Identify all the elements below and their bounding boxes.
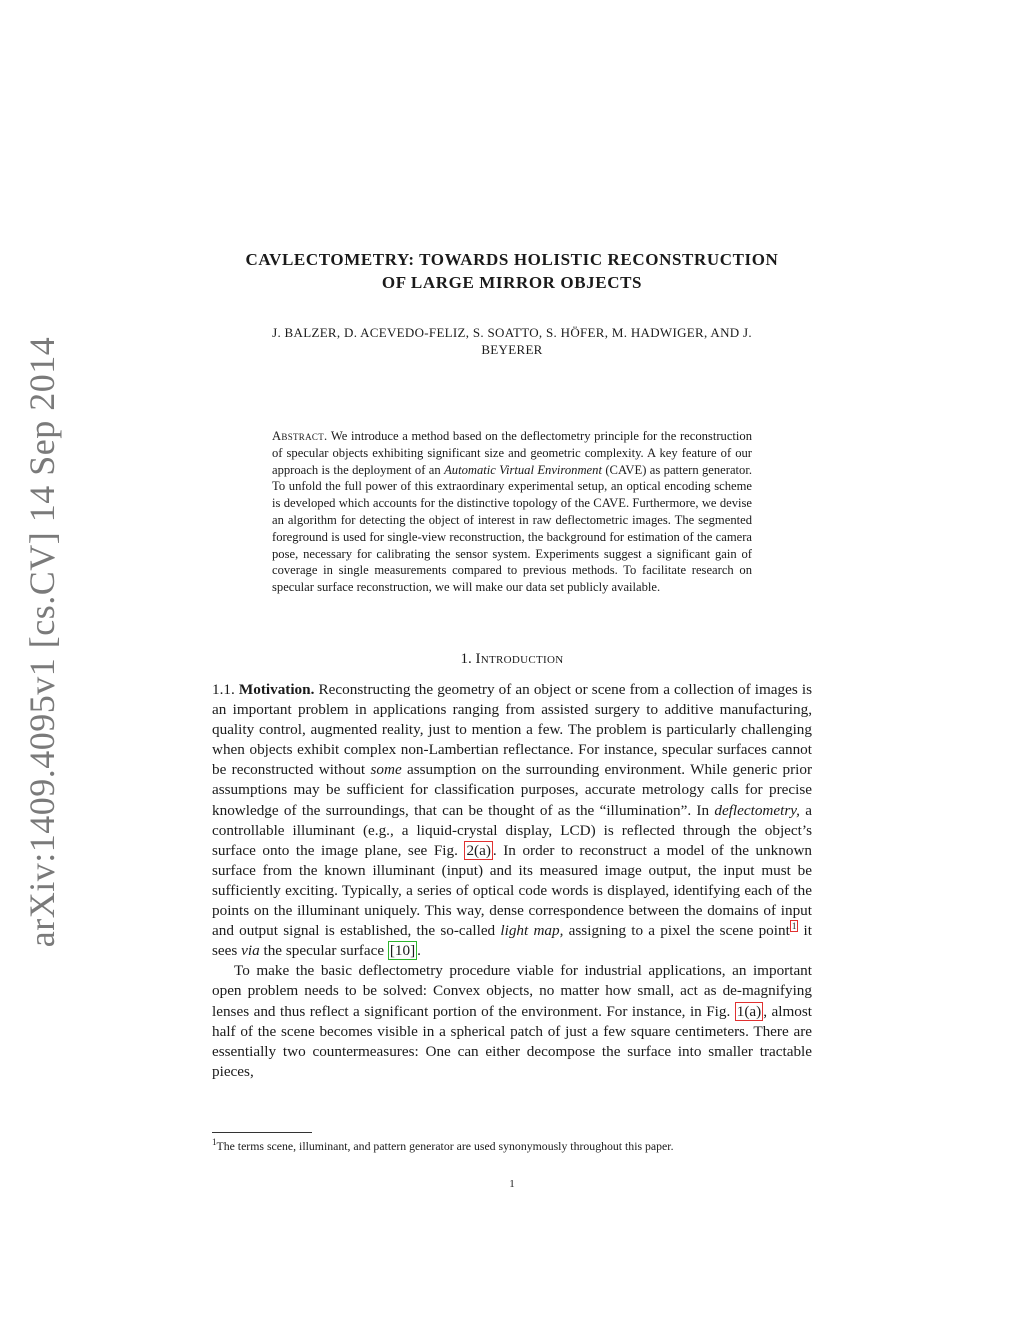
abstract	[272, 428, 752, 596]
footnote-ref-1[interactable]: 1	[791, 921, 797, 932]
text-run: assigning to a pixel the scene point	[568, 922, 790, 940]
footnote-mark: 1	[212, 1137, 217, 1148]
page-number: 1	[509, 1178, 515, 1190]
subsection-number: 1.1.	[212, 681, 235, 698]
emphasis: via	[241, 942, 260, 960]
emphasis: some	[370, 761, 402, 779]
emphasis: light map,	[500, 922, 564, 940]
text-run: Reconstructing the geometry of an object or scene from a collection of images is an important problem in applications ranging from assisted surgery to additive manufacturing, quality control, augmented reality, just to mention a few. The problem is particularly challenging when objects exhibit complex non-Lambertian reflectance. For instance, specular surfaces cannot be reconstructed without	[212, 681, 813, 779]
emphasis: deflectometry,	[714, 801, 800, 819]
abstract-text-2: (CAVE) as pattern generator. To unfold the full power of this extraordinary experimental setup, an optical encoding scheme is developed which accounts for the distinctive topology of the CAVE. Furthermore, we devise an algorithm for detecting the object of interest in raw deflectometric images. The segmented foreground is used for single-view reconstruction, the background for estimation of the camera pose, necessary for calibrating the sensor system. Experiments suggest a significant gain of coverage in single measurements compared to previous methods. To facilitate research on specular surface reconstruction, we will make our data set publicly available.	[272, 462, 752, 595]
title-line-2: OF LARGE MIRROR OBJECTS	[381, 273, 643, 292]
citation-ref-10[interactable]: [10]	[389, 942, 416, 960]
section-title: Introduction	[475, 651, 564, 667]
abstract-text-1: We introduce a method based on the deflectometry principle for the reconstruction of specular objects exhibiting significant size and geometric complexity. A key feature of our approach is the deployment of an	[272, 429, 752, 477]
section-number: 1.	[460, 651, 472, 667]
text-run: . In order to reconstruct a model of the unknown surface from the known illuminant (input) and its measured image output, the input must be sufficiently exciting. Typically, a series of optical code words is displayed, identifying each of the points on the illuminant uniquely. This way, dense correspondence between the domains of input and output signal is established, the so-called	[212, 841, 813, 940]
authors-line-1: J. BALZER, D. ACEVEDO-FELIZ, S. SOATTO, S. HÖFER, M. HADWIGER, AND J.	[272, 325, 752, 340]
text-run: it sees	[212, 922, 812, 960]
figure-ref-2a[interactable]: 2(a)	[466, 841, 491, 859]
figure-ref-1a[interactable]: 1(a)	[736, 1002, 762, 1020]
paragraph-2	[212, 961, 812, 1082]
section-heading-introduction	[212, 651, 812, 668]
text-run: assumption on the surrounding environment. While generic prior assumptions may be sufficient for classification purposes, accurate metrology calls for precise knowledge of the surroundings, that can be thought of as the “illumination”. In	[212, 761, 813, 819]
footnote	[212, 1138, 812, 1154]
arxiv-stamp: arXiv:1409.4095v1 [cs.CV] 14 Sep 2014	[22, 336, 62, 948]
author-list	[212, 324, 812, 358]
paper-title	[212, 248, 812, 294]
title-line-1: CAVLECTOMETRY: TOWARDS HOLISTIC RECONSTRUCTION	[245, 250, 779, 269]
footnote-text: The terms scene, illuminant, and pattern generator are used synonymously throughout this paper.	[216, 1139, 674, 1153]
abstract-emphasis: Automatic Virtual Environment	[444, 462, 602, 477]
subsection-heading: Motivation.	[238, 681, 315, 698]
text-run: To make the basic deflectometry procedure viable for industrial applications, an important open problem needs to be solved: Convex objects, no matter how small, act as de-magnifying lenses and thus reflect a significant portion of the environment. For instance, in Fig.	[212, 962, 812, 1020]
authors-line-2: BEYERER	[481, 342, 543, 357]
footnote-divider	[212, 1132, 312, 1133]
paragraph-1	[212, 680, 812, 961]
abstract-label: Abstract.	[272, 429, 328, 443]
text-run: the specular surface	[263, 942, 385, 960]
text-run: .	[417, 942, 421, 960]
body-text	[212, 680, 812, 1082]
text-run: , almost half of the scene becomes visible in a spherical patch of just a few square centimeters. There are essentially two countermeasures: One can either decompose the surface into smaller tractable pieces,	[212, 1002, 813, 1080]
text-run: a controllable illuminant (e.g., a liquid-crystal display, LCD) is reflected through the object’s surface onto the image plane, see Fig.	[212, 801, 813, 859]
